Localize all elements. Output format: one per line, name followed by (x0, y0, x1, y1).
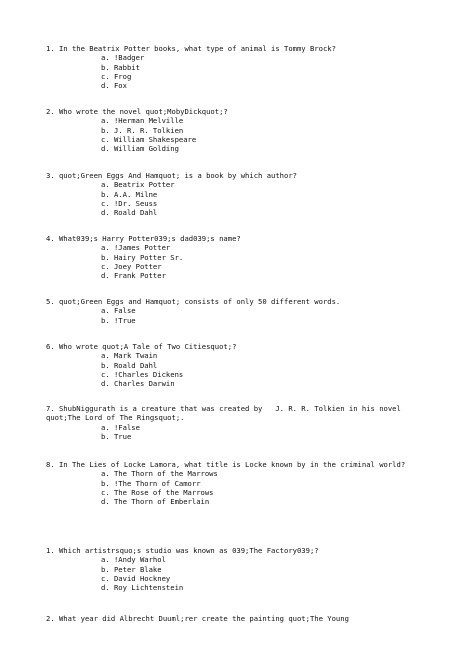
answer-option: b. Rabbit (101, 62, 140, 72)
answer-options (46, 555, 426, 592)
answer-option: a. !Herman Melville (101, 116, 184, 126)
question-2 (46, 107, 426, 153)
question-8 (46, 460, 426, 506)
answer-option: c. !Dr. Seuss (101, 198, 158, 208)
question-9 (46, 546, 426, 592)
question-4 (46, 234, 426, 280)
answer-option: a. Mark Twain (101, 351, 158, 361)
question-text: 8. In The Lies of Locke Lamora, what title is Locke known by in the criminal world? (46, 460, 406, 469)
answer-option: a. False (101, 306, 136, 316)
answer-option: c. David Hockney (101, 573, 171, 583)
answer-option: d. Frank Potter (101, 271, 166, 281)
question-text: 6. Who wrote quot;A Tale of Two Citiesquot;? (46, 342, 237, 351)
answer-option: b. True (101, 431, 132, 441)
answer-options (46, 243, 426, 280)
answer-option: d. Roy Lichtenstein (101, 583, 184, 593)
question-text: 1. Which artistrsquo;s studio was known as 039;The Factory039;? (46, 546, 319, 555)
answer-option: d. Fox (101, 81, 127, 91)
answer-option: a. Beatrix Potter (101, 180, 175, 190)
answer-option: a. !James Potter (101, 243, 171, 253)
question-text: 2. What year did Albrecht Duuml;rer create the painting quot;The Young (46, 614, 349, 623)
answer-option: b. !True (101, 315, 136, 325)
answer-option: c. William Shakespeare (101, 134, 197, 144)
question-text: 1. In the Beatrix Potter books, what type of animal is Tommy Brock? (46, 44, 336, 53)
answer-option: a. !Badger (101, 53, 145, 63)
answer-option: b. Hairy Potter Sr. (101, 252, 184, 262)
answer-option: b. J. R. R. Tolkien (101, 125, 184, 135)
answer-option: a. !False (101, 422, 140, 432)
answer-options (46, 116, 426, 153)
question-7 (46, 404, 426, 441)
answer-option: a. !Andy Warhol (101, 555, 166, 565)
answer-option: d. Charles Darwin (101, 379, 175, 389)
answer-option: c. Frog (101, 71, 132, 81)
question-5 (46, 297, 426, 325)
answer-option: c. The Rose of the Marrows (101, 487, 214, 497)
answer-options (46, 351, 426, 388)
question-text: 7. ShubNiggurath is a creature that was created by J. R. R. Tolkien in his novel quot;The Lord of The Ringsquot;. (46, 404, 406, 423)
answer-option: b. A.A. Milne (101, 189, 158, 199)
answer-option: d. William Golding (101, 144, 179, 154)
answer-option: d. The Thorn of Emberlain (101, 497, 210, 507)
answer-option: b. Peter Blake (101, 564, 162, 574)
answer-option: c. !Charles Dickens (101, 369, 184, 379)
answer-options (46, 306, 426, 325)
answer-option: b. Roald Dahl (101, 360, 158, 370)
answer-options (46, 423, 426, 442)
answer-option: d. Roald Dahl (101, 208, 158, 218)
question-text: 2. Who wrote the novel quot;MobyDickquot;? (46, 107, 228, 116)
question-10 (46, 614, 426, 623)
answer-options (46, 469, 426, 506)
question-text: 5. quot;Green Eggs and Hamquot; consists of only 50 different words. (46, 297, 341, 306)
question-3 (46, 171, 426, 217)
answer-option: b. !The Thorn of Camorr (101, 478, 201, 488)
question-text: 3. quot;Green Eggs And Hamquot; is a book by which author? (46, 171, 297, 180)
question-text: 4. What039;s Harry Potter039;s dad039;s name? (46, 234, 241, 243)
answer-options (46, 53, 426, 90)
answer-option: c. Joey Potter (101, 261, 162, 271)
question-1 (46, 44, 426, 90)
question-6 (46, 342, 426, 388)
answer-option: a. The Thorn of the Marrows (101, 469, 218, 479)
answer-options (46, 180, 426, 217)
